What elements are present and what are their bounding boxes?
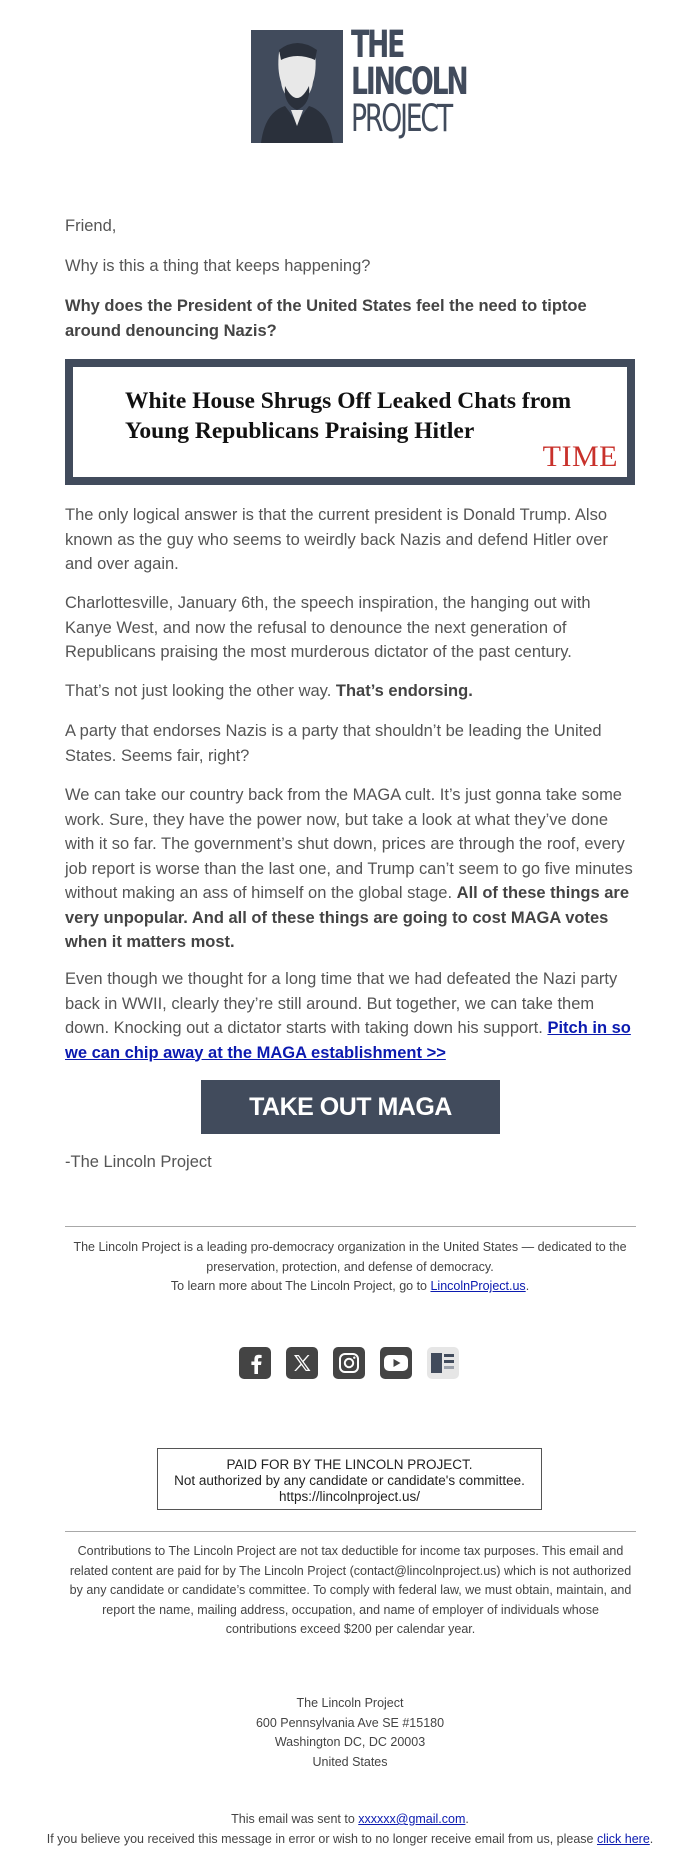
paragraph-5-bold: That’s endorsing. (335, 682, 473, 700)
paragraph-8-text: Even though we thought for a long time that we had defeated the Nazi party back in WWII, clearly they’re still around. But together, we can take them down. Knocking out a dictator starts with taking down his support. (65, 970, 618, 1037)
paragraph-7-bold: All of these things are very unpopular. And all of these things are going to cost MAGA votes when it matters most. (65, 884, 630, 951)
tax-disclaimer: Contributions to The Lincoln Project are not tax deductible for income tax purposes. This email and related content are paid for by The Lincoln Project (contact@lincolnproject.us) which is not authorized by any candidate or candidate’s committee. To comply with federal law, we must obtain, maintain, and report the name, mailing address, occupation, and name of employer of individuals whose contributions exceed $200 per calendar year. (69, 1544, 632, 1636)
unsub-suffix: . (649, 1831, 654, 1846)
about-suffix: . (525, 1279, 530, 1293)
paragraph-7 (65, 783, 637, 955)
greeting: Friend, (65, 217, 117, 235)
paragraph-6: A party that endorses Nazis is a party that shouldn’t be leading the United States. Seems fair, right? (65, 722, 602, 765)
paragraph-5-text: That’s not just looking the other way. (65, 682, 336, 700)
instagram-icon[interactable] (333, 1347, 365, 1379)
lincoln-project-logo-icon[interactable] (427, 1347, 459, 1379)
mailing-address (40, 1694, 660, 1772)
paragraph-2: Why does the President of the United States feel the need to tiptoe around denouncing Nazis? (65, 297, 587, 340)
sent-suffix: . (465, 1812, 469, 1826)
logo-wordmark (351, 23, 467, 140)
about-prefix: To learn more about The Lincoln Project, go to (170, 1279, 431, 1293)
unsubscribe-line (10, 1830, 690, 1850)
logo-line-3: PROJECT (351, 97, 451, 140)
lincoln-project-site-link[interactable]: LincolnProject.us (430, 1279, 526, 1293)
donate-link[interactable]: Pitch in so we can chip away at the MAGA establishment >> (65, 1019, 631, 1062)
news-headline-card[interactable] (65, 359, 635, 485)
news-headline: White House Shrugs Off Leaked Chats from Young Republicans Praising Hitler (125, 388, 572, 444)
youtube-icon[interactable] (380, 1347, 412, 1379)
paragraph-5 (65, 679, 637, 704)
paid-line-2: Not authorized by any candidate or candidate's committee. (174, 1473, 525, 1488)
x-icon[interactable] (286, 1347, 318, 1379)
paragraph-1: Why is this a thing that keeps happening? (65, 257, 371, 275)
facebook-icon[interactable] (239, 1347, 271, 1379)
news-source-logo: TIME (542, 440, 618, 473)
paid-line-1: PAID FOR BY THE LINCOLN PROJECT. (226, 1457, 473, 1472)
lincoln-project-logo[interactable] (251, 23, 467, 145)
recipient-notice (10, 1810, 690, 1849)
address-line-4: United States (312, 1754, 388, 1769)
about-text (40, 1238, 660, 1297)
address-line-1: The Lincoln Project (296, 1696, 404, 1710)
footer-divider-top (65, 1226, 636, 1227)
take-out-maga-button[interactable]: TAKE OUT MAGA (201, 1080, 500, 1134)
lincoln-portrait-icon (251, 30, 343, 143)
sent-prefix: This email was sent to (231, 1812, 359, 1826)
unsubscribe-link[interactable]: click here (596, 1831, 650, 1846)
headline-card-inner (73, 367, 627, 477)
logo-line-1: THE (351, 23, 404, 66)
paid-for-disclaimer-box (157, 1448, 542, 1510)
paragraph-7-text: We can take our country back from the MAGA cult. It’s just gonna take some work. Sure, they have the power now, but take a look at what they’ve done with it so far. The government’s shut down, prices are through the roof, every job report is worse than the last one, and Trump can’t seem to go five minutes without making an ass of himself on the global stage. (65, 786, 633, 902)
footer-divider-bottom (65, 1531, 636, 1532)
sent-to-line (10, 1810, 690, 1830)
paragraph-8 (65, 967, 637, 1065)
address-line-3: Washington DC, DC 20003 (274, 1735, 426, 1749)
logo-line-2: LINCOLN (351, 60, 467, 103)
about-line-2 (40, 1277, 660, 1297)
recipient-email-link[interactable]: xxxxxx@gmail.com (358, 1812, 466, 1826)
paragraph-3: The only logical answer is that the current president is Donald Trump. Also known as the guy who seems to weirdly back Nazis and defend Hitler over and over again. (65, 506, 608, 573)
unsub-prefix: If you believe you received this message in error or wish to no longer receive email from us, please (46, 1831, 597, 1846)
about-line-1: The Lincoln Project is a leading pro-democracy organization in the United States — dedicated to the preservation, protection, and defense of democracy. (73, 1240, 627, 1274)
signoff: -The Lincoln Project (65, 1153, 212, 1171)
paragraph-4: Charlottesville, January 6th, the speech inspiration, the hanging out with Kanye West, and now the refusal to denounce the next generation of Republicans praising the most murderous dictator of the past century. (65, 594, 591, 661)
paid-line-3: https://lincolnproject.us/ (278, 1489, 421, 1504)
address-line-2: 600 Pennsylvania Ave SE #15180 (255, 1715, 445, 1730)
